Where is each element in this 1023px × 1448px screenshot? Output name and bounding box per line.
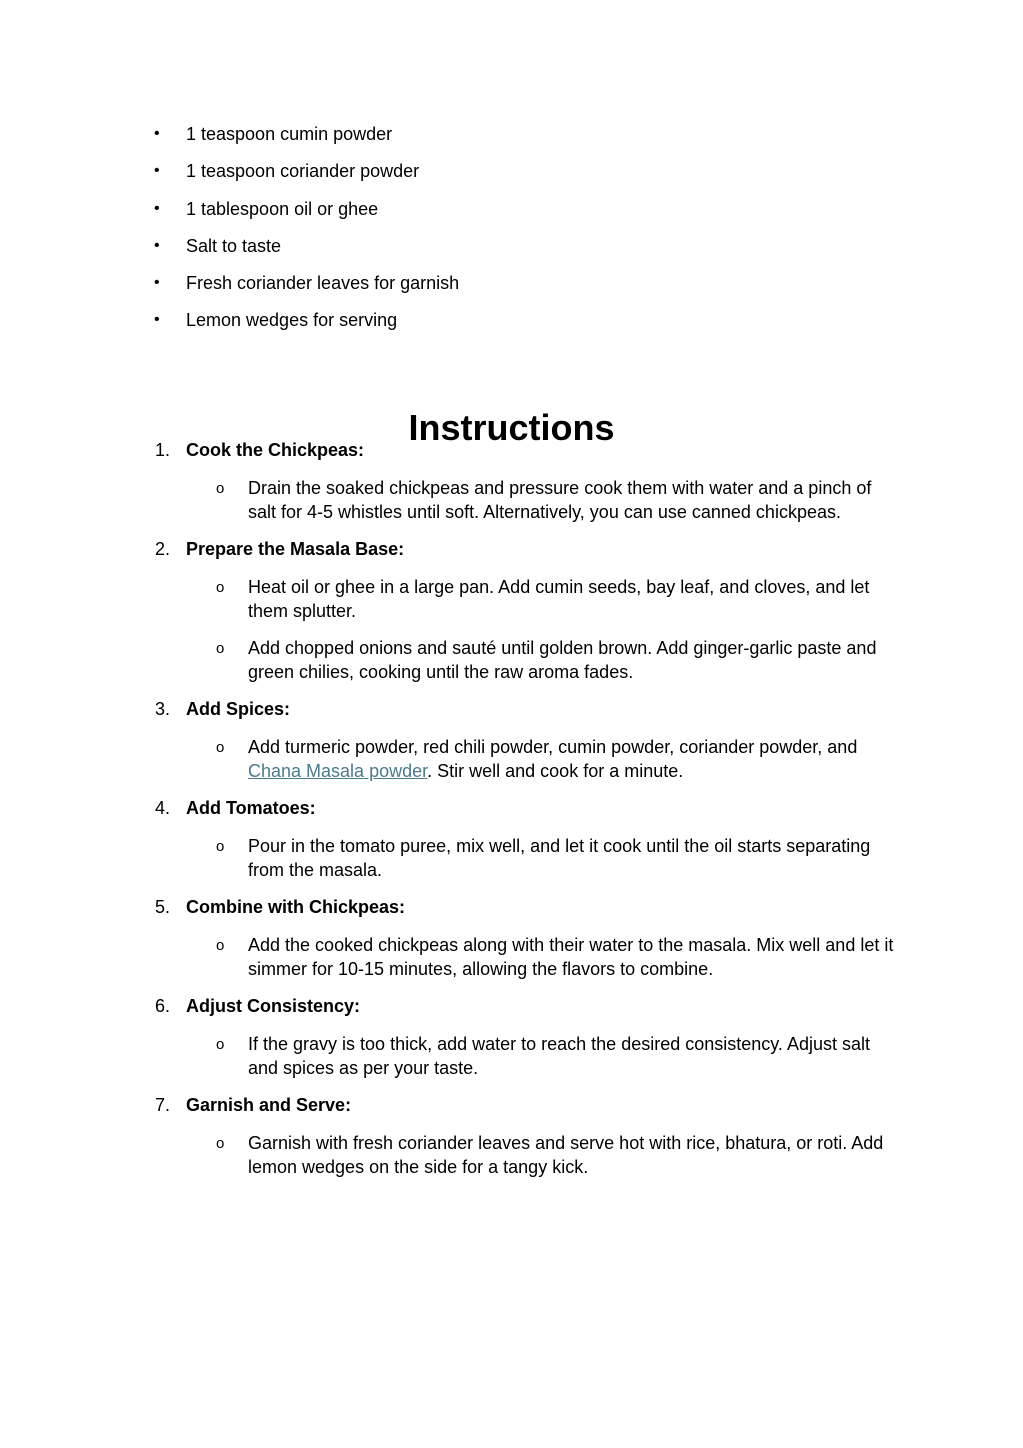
step-title: Adjust Consistency: — [186, 996, 361, 1016]
step-detail-text: Heat oil or ghee in a large pan. Add cumin seeds, bay leaf, and cloves, and let them splutter. — [248, 577, 870, 621]
step-details — [0, 933, 1023, 981]
circle-bullet-icon: o — [216, 838, 225, 855]
bullet-icon: • — [154, 274, 160, 292]
list-item — [0, 735, 898, 783]
instruction-step — [0, 1093, 1023, 1179]
step-details — [0, 1131, 1023, 1179]
ingredient-text: 1 teaspoon cumin powder — [186, 124, 393, 144]
list-item — [0, 575, 898, 623]
step-header — [0, 697, 1023, 735]
step-header — [0, 1093, 1023, 1131]
step-details — [0, 834, 1023, 882]
ingredients-list — [0, 122, 1023, 346]
circle-bullet-icon: o — [216, 480, 225, 497]
list-item — [0, 933, 898, 981]
list-item — [0, 197, 1023, 234]
step-title: Add Spices: — [186, 699, 291, 719]
step-title: Add Tomatoes: — [186, 798, 316, 818]
ingredient-text: 1 teaspoon coriander powder — [186, 161, 420, 182]
chana-masala-powder-link[interactable]: Chana Masala powder — [248, 761, 428, 781]
instruction-step — [0, 537, 1023, 684]
step-detail-text: Pour in the tomato puree, mix well, and let it cook until the oil starts separating from the masala. — [248, 836, 871, 880]
bullet-icon: • — [154, 125, 160, 142]
instruction-step — [0, 796, 1023, 882]
ingredient-text: Lemon wedges for serving — [186, 310, 398, 331]
step-title: Garnish and Serve: — [186, 1095, 352, 1115]
step-number: 2. — [155, 539, 171, 559]
bullet-icon: • — [154, 236, 160, 254]
step-title: Cook the Chickpeas: — [186, 440, 365, 460]
step-detail-text: Add turmeric powder, red chili powder, cumin powder, coriander powder, and — [248, 737, 858, 757]
circle-bullet-icon: o — [216, 739, 225, 756]
circle-bullet-icon: o — [216, 937, 225, 954]
step-title: Prepare the Masala Base: — [186, 539, 405, 559]
step-detail-text: If the gravy is too thick, add water to reach the desired consistency. Adjust salt and spices as per your taste. — [248, 1034, 870, 1078]
step-header — [0, 994, 1023, 1032]
circle-bullet-icon: o — [216, 1036, 225, 1053]
instructions-heading: Instructions — [408, 407, 615, 449]
step-number: 1. — [155, 440, 171, 460]
step-header — [0, 537, 1023, 575]
step-number: 4. — [155, 798, 171, 818]
list-item — [0, 159, 1023, 196]
step-header — [0, 438, 1023, 476]
list-item — [0, 1032, 898, 1080]
ingredient-text: Fresh coriander leaves for garnish — [186, 273, 460, 294]
instruction-step — [0, 697, 1023, 783]
ingredient-text: 1 tablespoon oil or ghee — [186, 198, 379, 219]
instructions-list — [0, 438, 1023, 1192]
step-header — [0, 796, 1023, 834]
list-item — [0, 636, 898, 684]
step-detail-text: Garnish with fresh coriander leaves and serve hot with rice, bhatura, or roti. Add lemon wedges on the side for a tangy kick. — [248, 1133, 884, 1177]
step-number: 5. — [155, 897, 171, 917]
ingredient-text: Salt to taste — [186, 235, 282, 256]
list-item — [0, 476, 898, 524]
step-detail-text: Add the cooked chickpeas along with their water to the masala. Mix well and let it simmer for 10-15 minutes, allowing the flavors to combine. — [248, 935, 894, 979]
instruction-step — [0, 994, 1023, 1080]
bullet-icon: • — [154, 311, 160, 329]
instruction-step — [0, 895, 1023, 981]
step-number: 6. — [155, 996, 171, 1016]
list-item — [0, 271, 1023, 308]
bullet-icon: • — [154, 162, 160, 180]
circle-bullet-icon: o — [216, 640, 225, 657]
list-item — [0, 308, 1023, 345]
step-detail-text: . Stir well and cook for a minute. — [427, 761, 684, 781]
step-details — [0, 476, 1023, 524]
step-details — [0, 735, 1023, 783]
instruction-step — [0, 438, 1023, 524]
list-item — [0, 1131, 898, 1179]
step-details — [0, 575, 1023, 684]
circle-bullet-icon: o — [216, 579, 225, 596]
list-item — [0, 234, 1023, 271]
step-number: 7. — [155, 1095, 171, 1115]
step-detail-text: Drain the soaked chickpeas and pressure cook them with water and a pinch of salt for 4-5 whistles until soft. Alternatively, you can use canned chickpeas. — [248, 478, 872, 522]
step-number: 3. — [155, 699, 171, 719]
circle-bullet-icon: o — [216, 1135, 225, 1152]
bullet-icon: • — [154, 199, 160, 217]
list-item — [0, 834, 898, 882]
step-details — [0, 1032, 1023, 1080]
step-header — [0, 895, 1023, 933]
list-item — [0, 122, 1023, 159]
step-title: Combine with Chickpeas: — [186, 897, 406, 917]
step-detail-text: Add chopped onions and sauté until golden brown. Add ginger-garlic paste and green chilies, cooking until the raw aroma fades. — [248, 638, 877, 682]
